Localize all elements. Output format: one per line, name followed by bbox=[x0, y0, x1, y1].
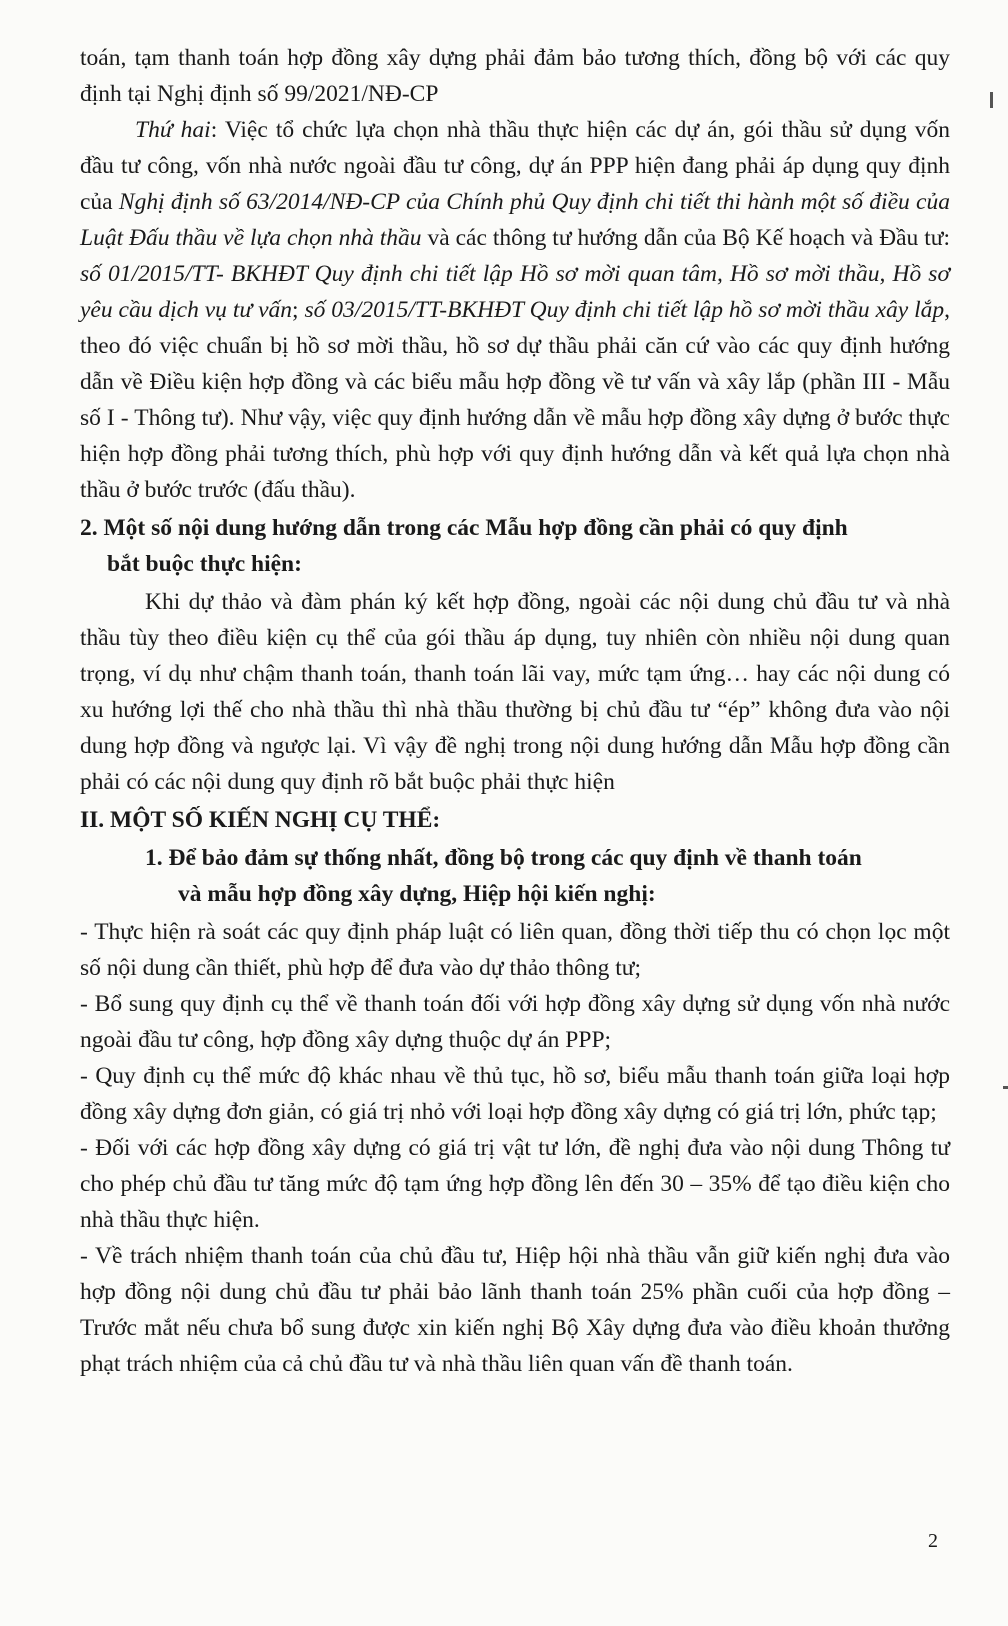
subsection-heading-1 bbox=[80, 840, 950, 912]
paragraph-text: ; bbox=[292, 297, 305, 323]
heading-line: 2. Một số nội dung hướng dẫn trong các Mẫu hợp đồng cần phải có quy định bbox=[80, 515, 848, 541]
paragraph-text: : Việc tổ chức lựa chọn nhà thầu thực hiện các dự án, gói thầu sử dụng vốn đầu tư công, vốn nhà nước ngoài đầu tư công, dự án PPP hiện đang phải áp dụng quy định của bbox=[80, 117, 950, 215]
paragraph-continuation: toán, tạm thanh toán hợp đồng xây dựng phải đảm bảo tương thích, đồng bộ với các quy định tại Nghị định số 99/2021/NĐ-CP bbox=[80, 45, 950, 107]
heading-line: bắt buộc thực hiện: bbox=[107, 551, 302, 577]
paragraph-contract-drafting: Khi dự thảo và đàm phán ký kết hợp đồng, ngoài các nội dung chủ đầu tư và nhà thầu tùy theo điều kiện cụ thể của gói thầu áp dụng, tuy nhiên còn nhiều nội dung quan trọng, ví dụ như chậm thanh toán, thanh toán lãi vay, mức tạm ứng… hay các nội dung có xu hướng lợi thế cho nhà thầu thì nhà thầu thường bị chủ đầu tư “ép” không đưa vào nội dung hợp đồng và ngược lại. Vì vậy đề nghị trong nội dung hướng dẫn Mẫu hợp đồng cần phải có các nội dung quy định rõ bắt buộc phải thực hiện bbox=[80, 589, 950, 795]
circular-reference-01: số 01/2015/TT- BKHĐT Quy định chi tiết lập Hồ sơ mời quan tâm, Hồ sơ mời thầu, Hồ sơ yêu cầu dịch vụ tư vấn bbox=[80, 261, 950, 323]
bullet-item: - Thực hiện rà soát các quy định pháp luật có liên quan, đồng thời tiếp thu có chọn lọc một số nội dung cần thiết, phù hợp để đưa vào dự thảo thông tư; bbox=[80, 919, 950, 981]
bullet-item: - Về trách nhiệm thanh toán của chủ đầu tư, Hiệp hội nhà thầu vẫn giữ kiến nghị đưa vào hợp đồng nội dung chủ đầu tư phải bảo lãnh thanh toán 25% phần cuối của hợp đồng – Trước mắt nếu chưa bổ sung được xin kiến nghị Bộ Xây dựng đưa vào điều khoản thưởng phạt trách nhiệm của cả chủ đầu tư và nhà thầu liên quan vấn đề thanh toán. bbox=[80, 1243, 950, 1377]
heading-line: 1. Để bảo đảm sự thống nhất, đồng bộ trong các quy định về thanh toán bbox=[145, 845, 862, 871]
paragraph-second-point bbox=[80, 112, 950, 508]
lead-word: Thứ hai bbox=[135, 117, 211, 143]
section-heading-roman-2: II. MỘT SỐ KIẾN NGHỊ CỤ THỂ: bbox=[80, 807, 441, 833]
bullet-item: - Đối với các hợp đồng xây dựng có giá trị vật tư lớn, đề nghị đưa vào nội dung Thông tư cho phép chủ đầu tư tăng mức độ tạm ứng hợp đồng lên đến 30 – 35% để tạo điều kiện cho nhà thầu thực hiện. bbox=[80, 1135, 950, 1233]
heading-line: và mẫu hợp đồng xây dựng, Hiệp hội kiến nghị: bbox=[178, 881, 656, 907]
bullet-item: - Bổ sung quy định cụ thể về thanh toán đối với hợp đồng xây dựng sử dụng vốn nhà nước ngoài đầu tư công, hợp đồng xây dựng thuộc dự án PPP; bbox=[80, 991, 950, 1053]
circular-reference-03: số 03/2015/TT-BKHĐT Quy định chi tiết lập hồ sơ mời thầu xây lắp bbox=[304, 297, 945, 323]
paragraph-text: , theo đó việc chuẩn bị hồ sơ mời thầu, hồ sơ dự thầu phải căn cứ vào các quy định hướng dẫn về Điều kiện hợp đồng và các biểu mẫu hợp đồng về tư vấn và xây lắp (phần III - Mẫu số I - Thông tư). Như vậy, việc quy định hướng dẫn về mẫu hợp đồng xây dựng ở bước thực hiện hợp đồng phải tương thích, phù hợp với quy định hướng dẫn và kết quả lựa chọn nhà thầu ở bước trước (đấu thầu). bbox=[80, 297, 950, 503]
scan-edge-mark bbox=[990, 92, 993, 108]
document-body bbox=[80, 40, 950, 1382]
scan-edge-mark bbox=[1003, 1086, 1008, 1089]
section-heading-2 bbox=[80, 510, 950, 582]
decree-reference: Nghị định số 63/2014/NĐ-CP của Chính phủ Quy định chi tiết thi hành một số điều của Luật Đấu thầu về lựa chọn nhà thầu bbox=[80, 189, 950, 251]
page-number: 2 bbox=[928, 1530, 938, 1552]
paragraph-text: và các thông tư hướng dẫn của Bộ Kế hoạch và Đầu tư: bbox=[421, 225, 950, 251]
bullet-item: - Quy định cụ thể mức độ khác nhau về thủ tục, hồ sơ, biểu mẫu thanh toán giữa loại hợp đồng xây dựng đơn giản, có giá trị nhỏ với loại hợp đồng xây dựng có giá trị lớn, phức tạp; bbox=[80, 1063, 950, 1125]
